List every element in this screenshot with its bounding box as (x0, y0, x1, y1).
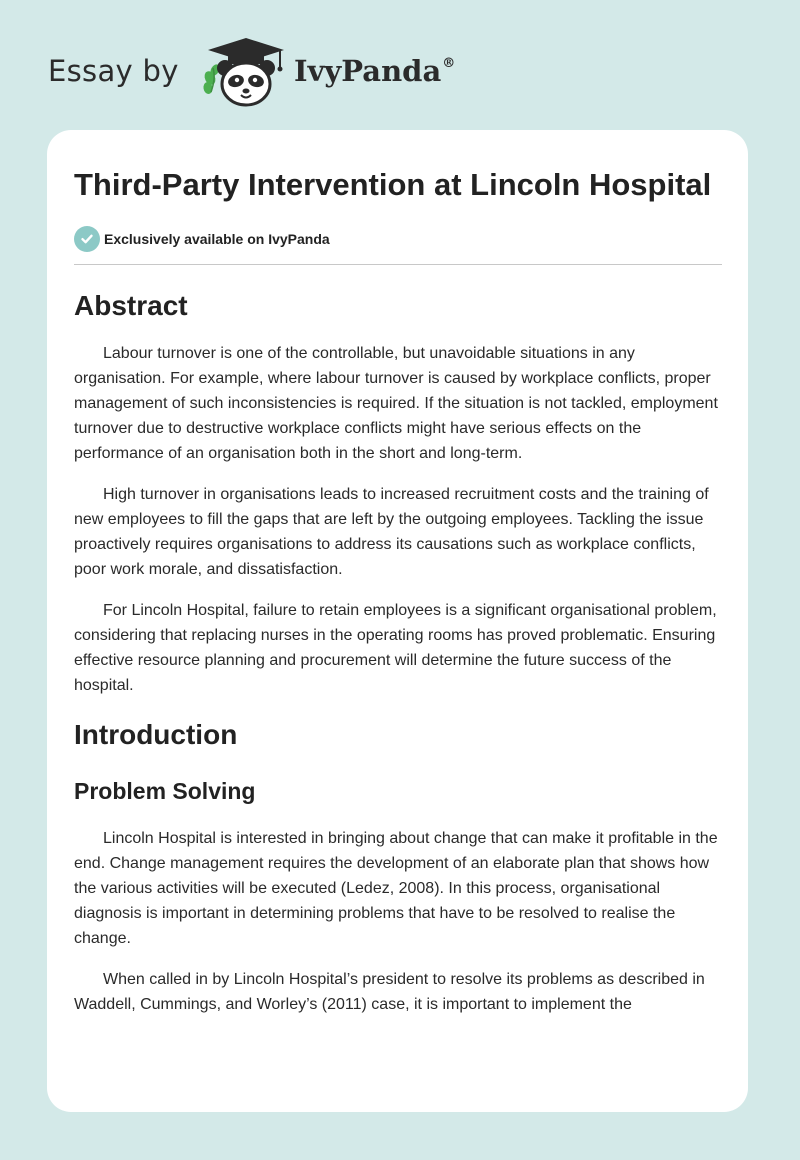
brand-name (294, 54, 455, 88)
page-title: Third-Party Intervention at Lincoln Hospital (74, 167, 712, 202)
exclusive-label: Exclusively available on IvyPanda (104, 231, 330, 247)
abstract-paragraph-1: Labour turnover is one of the controllable, but unavoidable situations in any organisation. For example, where labour turnover is caused by workplace conflicts, proper management of such inconsistencies is required. If the situation is not tackled, employment turnover due to destructive workplace conflicts might have serious effects on the performance of an organisation both in the short and long-term. (74, 345, 718, 462)
exclusive-badge (74, 226, 722, 252)
essay-card (47, 130, 748, 1112)
introduction-paragraph-1: Lincoln Hospital is interested in bringing about change that can make it profitable in the end. Change management requires the development of an elaborate plan that shows how the various activities will be executed (Ledez, 2008). In this process, organisational diagnosis is important in determining problems that have to be resolved to realise the change. (74, 830, 718, 947)
panda-logo-icon[interactable] (200, 34, 292, 110)
brand-name-text: IvyPanda (294, 54, 442, 88)
brand-prefix: Essay by (48, 54, 179, 88)
abstract-heading: Abstract (74, 290, 188, 321)
introduction-heading: Introduction (74, 719, 238, 750)
title-divider (74, 264, 722, 265)
check-circle-icon (74, 226, 100, 252)
abstract-paragraph-3: For Lincoln Hospital, failure to retain employees is a significant organisational problem, considering that replacing nurses in the operating rooms has proved problematic. Ensuring effective resource planning and procurement will determine the future success of the hospital. (74, 602, 717, 694)
problem-solving-heading: Problem Solving (74, 778, 256, 804)
registered-mark: ® (442, 56, 456, 71)
site-header (48, 32, 468, 112)
introduction-paragraph-2: When called in by Lincoln Hospital’s president to resolve its problems as described in Waddell, Cummings, and Worley’s (2011) case, it is important to implement the (74, 971, 705, 1013)
abstract-paragraph-2: High turnover in organisations leads to increased recruitment costs and the training of new employees to fill the gaps that are left by the outgoing employees. Tackling the issue proactively requires organisations to address its causations such as workplace conflicts, poor work morale, and dissatisfaction. (74, 486, 709, 578)
